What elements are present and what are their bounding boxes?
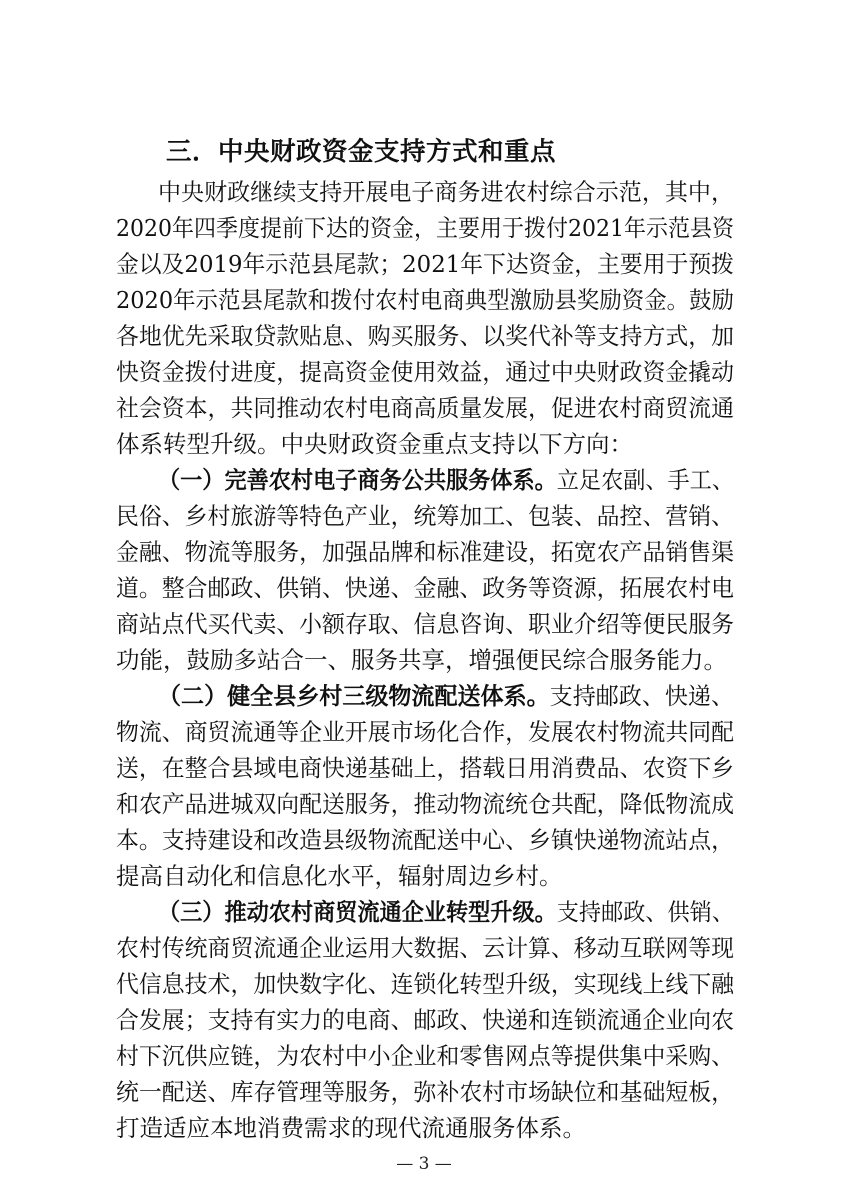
text-line: 金以及2019年示范县尾款；2021年下达资金，主要用于预拨 <box>116 250 734 278</box>
paragraph-1-line <box>116 388 735 428</box>
paragraph-1-line <box>116 316 735 356</box>
paragraph-4-line <box>116 1072 735 1112</box>
text-line: 合发展；支持有实力的电商、邮政、快递和连锁流通企业向农 <box>116 1006 735 1034</box>
text-line: 支持邮政、供销、 <box>556 898 734 926</box>
text-line: 物流、商贸流通等企业开展市场化合作，发展农村物流共同配 <box>116 718 735 746</box>
text-line: 本。支持建设和改造县级物流配送中心、乡镇快递物流站点， <box>116 826 735 854</box>
text-line: 提高自动化和信息化水平，辐射周边乡村。 <box>116 862 563 890</box>
text-line: 统一配送、库存管理等服务，弥补农村市场缺位和基础短板， <box>116 1078 735 1106</box>
text-line: 农村传统商贸流通企业运用大数据、云计算、移动互联网等现 <box>116 934 735 962</box>
text-line: 2020年示范县尾款和拨付农村电商典型激励县奖励资金。鼓励 <box>116 286 734 314</box>
paragraph-1-line <box>158 172 734 212</box>
subsection-heading: （三）推动农村商贸流通企业转型升级。 <box>158 898 557 926</box>
paragraph-2-line <box>158 460 734 500</box>
text-line: 社会资本，共同推动农村电商高质量发展，促进农村商贸流通 <box>116 394 735 422</box>
paragraph-1-line <box>116 424 734 464</box>
paragraph-4-line <box>116 928 735 968</box>
text-line: 代信息技术，加快数字化、连锁化转型升级，实现线上线下融 <box>116 970 735 998</box>
text-line: 送，在整合县域电商快递基础上，搭载日用消费品、农资下乡 <box>116 754 735 782</box>
paragraph-1-line <box>116 352 735 392</box>
text-line: 2020年四季度提前下达的资金，主要用于拨付2021年示范县资 <box>116 214 735 242</box>
paragraph-2-line <box>116 532 735 572</box>
paragraph-3-line <box>116 820 735 860</box>
paragraph-3-line <box>116 712 735 752</box>
paragraph-2-line <box>116 496 735 536</box>
text-line: 民俗、乡村旅游等特色产业，统筹加工、包装、品控、营销、 <box>116 502 735 530</box>
subsection-heading: （二）健全县乡村三级物流配送体系。 <box>158 682 550 710</box>
paragraph-4-line <box>116 1000 735 1040</box>
text-line: 商站点代买代卖、小额存取、信息咨询、职业介绍等便民服务 <box>116 610 735 638</box>
section-heading: 三．中央财政资金支持方式和重点 <box>166 137 557 167</box>
paragraph-3-line <box>116 856 734 896</box>
text-line: 支持邮政、快递、 <box>549 682 734 710</box>
text-line: 中央财政继续支持开展电子商务进农村综合示范，其中， <box>158 178 734 206</box>
page-number: — 3 — <box>396 1154 452 1174</box>
text-line: 道。整合邮政、供销、快递、金融、政务等资源，拓展农村电 <box>116 574 735 602</box>
text-line: 各地优先采取贷款贴息、购买服务、以奖代补等支持方式，加 <box>116 322 735 350</box>
paragraph-3-line <box>116 748 735 788</box>
paragraph-3-line <box>158 676 734 716</box>
text-line: 功能，鼓励多站合一、服务共享，增强便民综合服务能力。 <box>116 646 727 674</box>
paragraph-4-line <box>116 964 735 1004</box>
text-line: 体系转型升级。中央财政资金重点支持以下方向： <box>116 430 633 458</box>
paragraph-2-line <box>116 604 735 644</box>
paragraph-1-line <box>116 244 734 284</box>
text-line: 快资金拨付进度，提高资金使用效益，通过中央财政资金撬动 <box>116 358 735 386</box>
paragraph-1-line <box>116 280 734 320</box>
text-line: 立足农副、手工、 <box>556 466 734 494</box>
paragraph-2-line <box>116 640 734 680</box>
paragraph-4-line <box>116 1108 734 1148</box>
paragraph-4-line <box>116 1036 735 1076</box>
paragraph-4-line <box>158 892 734 932</box>
text-line: 和农产品进城双向配送服务，推动物流统仓共配，降低物流成 <box>116 790 735 818</box>
text-line: 村下沉供应链，为农村中小企业和零售网点等提供集中采购、 <box>116 1042 735 1070</box>
paragraph-1-line <box>116 208 735 248</box>
paragraph-3-line <box>116 784 735 824</box>
text-line: 金融、物流等服务，加强品牌和标准建设，拓宽农产品销售渠 <box>116 538 735 566</box>
subsection-heading: （一）完善农村电子商务公共服务体系。 <box>158 466 557 494</box>
text-line: 打造适应本地消费需求的现代流通服务体系。 <box>116 1114 586 1142</box>
paragraph-2-line <box>116 568 735 608</box>
